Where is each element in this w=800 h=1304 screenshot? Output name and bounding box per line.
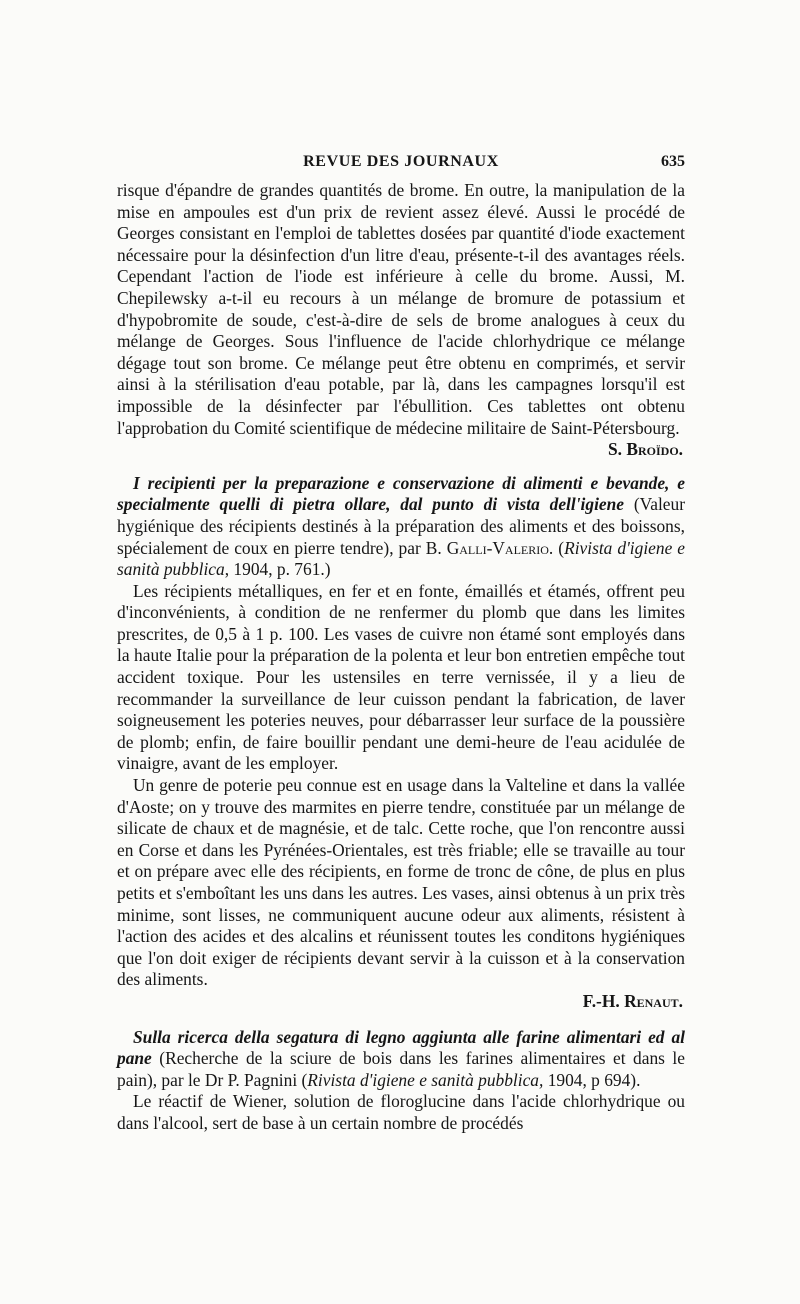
signature-text: F.-H. Renaut. bbox=[582, 990, 683, 1011]
signature-renaut bbox=[117, 991, 685, 1013]
journal-title: Rivista d'igiene e sanità pubblica bbox=[117, 537, 686, 580]
running-title: REVUE DES JOURNAUX bbox=[303, 153, 499, 170]
source-close: , 1904, p. 761.) bbox=[224, 559, 331, 580]
entry-title-recipienti bbox=[117, 473, 685, 581]
paragraph-bromine-continuation: risque d'épandre de grandes quantités de brome. En outre, la manipulation de la mise en ampoules est d'un prix de revient assez élevé. Aussi le procédé de Georges consistant en l'emploi de tablettes dosées par quantité d'iode exactement nécessaire pour la désinfection d'un litre d'eau, présente-t-il des avantages réels. Cependant l'action de l'iode est inférieure à celle du brome. Aussi, M. Chepilewsky a-t-il eu recours à un mélange de bromure de potassium et d'hypobromite de soude, c'est-à-dire de sels de brome analogues à ceux du mélange de Georges. Sous l'influence de l'acide chlorhydrique ce mélange dégage tout son brome. Ce mélange peut être obtenu en comprimés, et servir ainsi à la stérilisation d'eau potable, par là, dans les campagnes lorsqu'il est impossible de la désinfecter par l'ébullition. Ces tablettes ont obtenu l'approbation du Comité scientifique de médecine militaire de Saint-Pétersbourg. bbox=[117, 180, 685, 438]
journal-title: Rivista d'igiene e sanità pubblica, bbox=[307, 1069, 544, 1090]
entry-title-segatura bbox=[117, 1027, 685, 1092]
italian-title: I recipienti per la preparazione e conservazione di alimenti e bevande, e specialmente quelli di pietra ollare, dal punto di vista dell'igiene bbox=[117, 472, 685, 515]
page-header bbox=[117, 153, 685, 177]
author-name: B. Galli-Valerio. bbox=[425, 537, 554, 558]
italian-title: Sulla ricerca della segatura di legno aggiunta alle farine alimentari ed al pane bbox=[117, 1026, 685, 1069]
source-close: 1904, p 694). bbox=[543, 1069, 641, 1090]
french-title: (Recherche de la sciure de bois dans les farines alimentaires et dans le pain), par le Dr P. Pagnini ( bbox=[117, 1048, 685, 1090]
page-number: 635 bbox=[661, 153, 685, 170]
signature-text: S. Broïdo. bbox=[608, 439, 683, 460]
source-open: ( bbox=[553, 537, 565, 558]
signature-broido bbox=[117, 439, 685, 461]
page-body bbox=[117, 180, 685, 1135]
paragraph-metal-vessels: Les récipients métalliques, en fer et en fonte, émaillés et étamés, offrent peu d'inconvénients, à condition de ne renfermer du plomb que dans les limites prescrites, de 0,5 à 1 p. 100. Les vases de cuivre non étamé sont employés dans la haute Italie pour la préparation de la polenta et leur bon entretien empêche tout accident toxique. Pour les ustensiles en terre vernissée, il y a lieu de recommander la surveillance de leur cuisson pendant la fabrication, de laver soigneusement les poteries neuves, pour débarrasser leur surface de la poussière de plomb; enfin, de faire bouillir pendant une demi-heure de l'eau acidulée de vinaigre, avant de les employer. bbox=[117, 580, 685, 774]
french-title: (Valeur hygiénique des récipients destinés à la préparation des aliments et des boissons, spécialement de coux en pierre tendre), par bbox=[117, 494, 685, 558]
paragraph-wiener-reagent: Le réactif de Wiener, solution de floroglucine dans l'acide chlorhydrique ou dans l'alcool, sert de base à un certain nombre de procédés bbox=[117, 1091, 685, 1133]
paragraph-soft-stone: Un genre de poterie peu connue est en usage dans la Valteline et dans la vallée d'Aoste; on y trouve des marmites en pierre tendre, constituée par un mélange de silicate de chaux et de magnésie, et de talc. Cette roche, que l'on rencontre aussi en Corse et dans les Pyrénées-Orientales, est très friable; elle se travaille au tour et on prépare avec elle des récipients, en forme de tronc de cône, de plus en plus petits et s'emboîtant les uns dans les autres. Les vases, ainsi obtenus à un prix très minime, sont lisses, ne communiquent aucune odeur aux aliments, résistent à l'action des acides et des alcalins et réunissent toutes les conditons hygiéniques que l'on doit exiger de récipients devant servir à la cuisson et à la conservation des aliments. bbox=[117, 775, 685, 990]
